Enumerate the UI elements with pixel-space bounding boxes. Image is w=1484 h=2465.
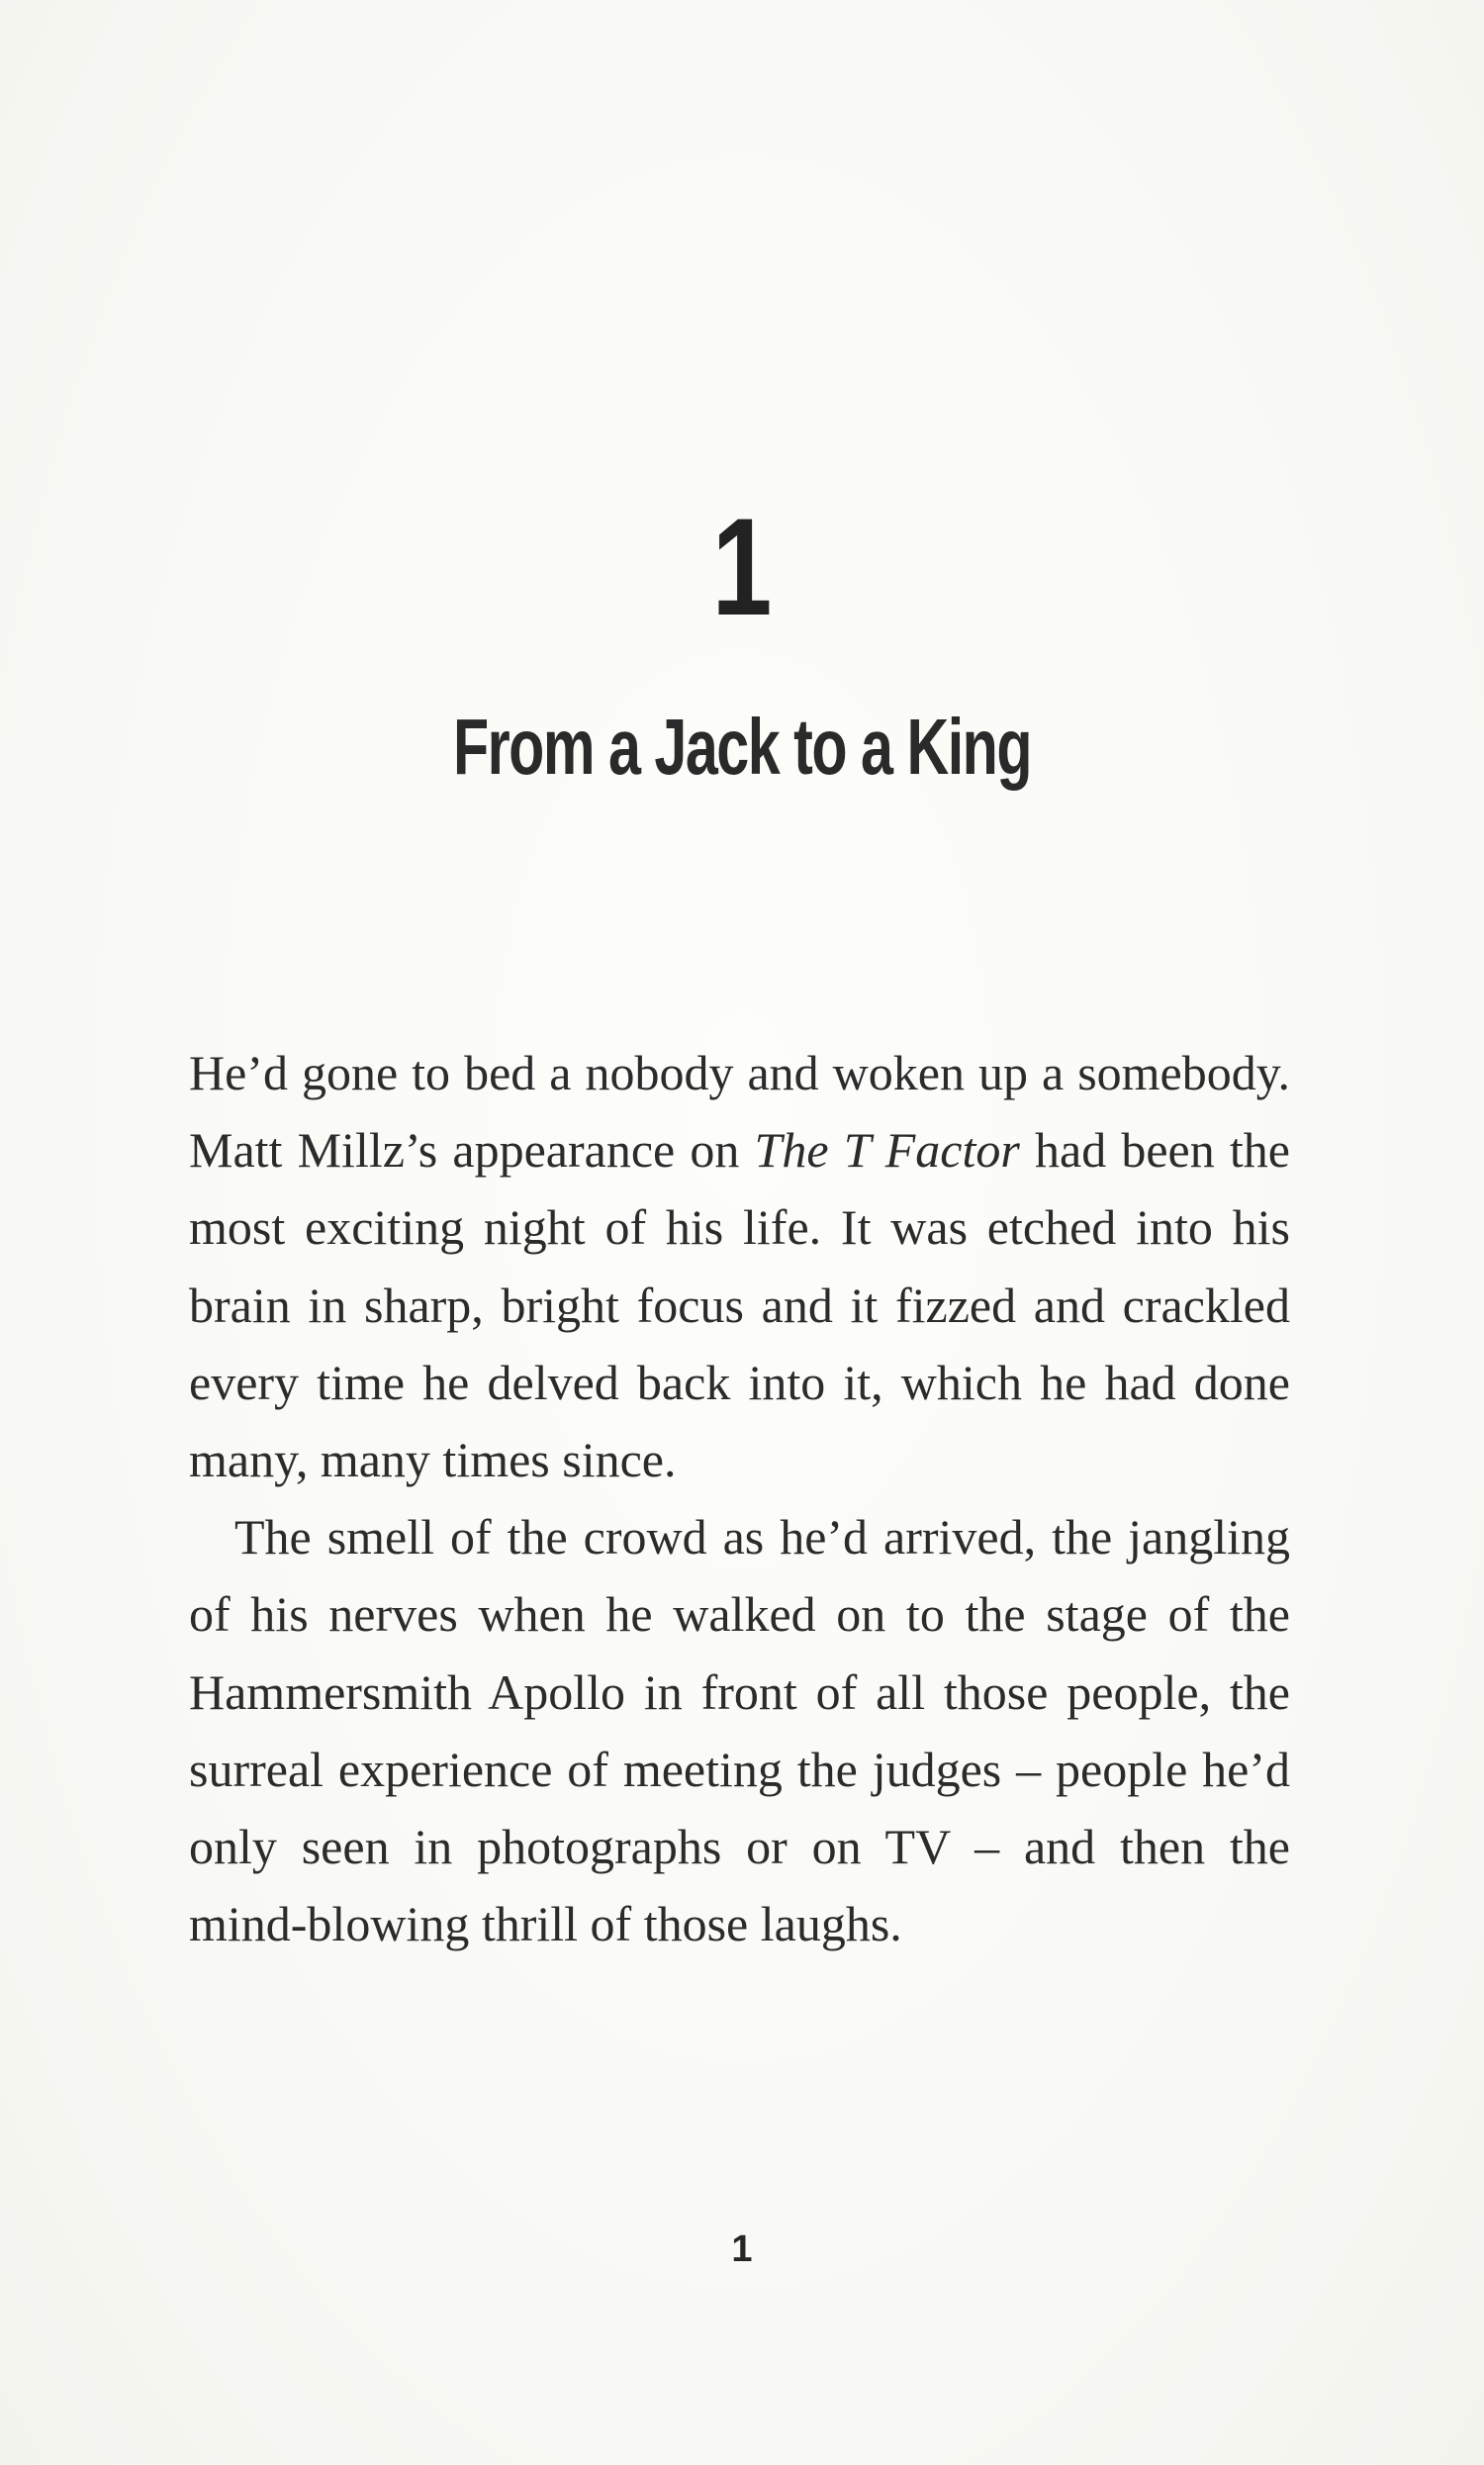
paragraph-1 — [189, 1034, 1290, 1498]
page-number: 1 — [731, 2228, 753, 2270]
paragraph-2: The smell of the crowd as he’d arrived, the jangling of his nerves when he walked on to the stage of the Hammersmith Apollo in front of all those people, the surreal experience of meeting the judges – people he’d only seen in photographs or on TV – and then the mind-blowing thrill of those laughs. — [189, 1509, 1290, 1952]
chapter-body — [189, 1034, 1290, 1962]
show-title-italic: The T Factor — [754, 1122, 1020, 1179]
chapter-title: From a Jack to a King — [452, 703, 1032, 791]
chapter-number: 1 — [711, 489, 773, 644]
paragraph-1-text-end: had been the most exciting night of his life. It was etched into his brain in sharp, bright focus and it fizzed and crackled every time he delved back into it, which he had done many, many times since. — [189, 1122, 1290, 1488]
paragraph-1-text-start: He’d gone to bed a nobody and woken up a somebody. Matt Millz’s appearance on — [189, 1045, 1290, 1179]
